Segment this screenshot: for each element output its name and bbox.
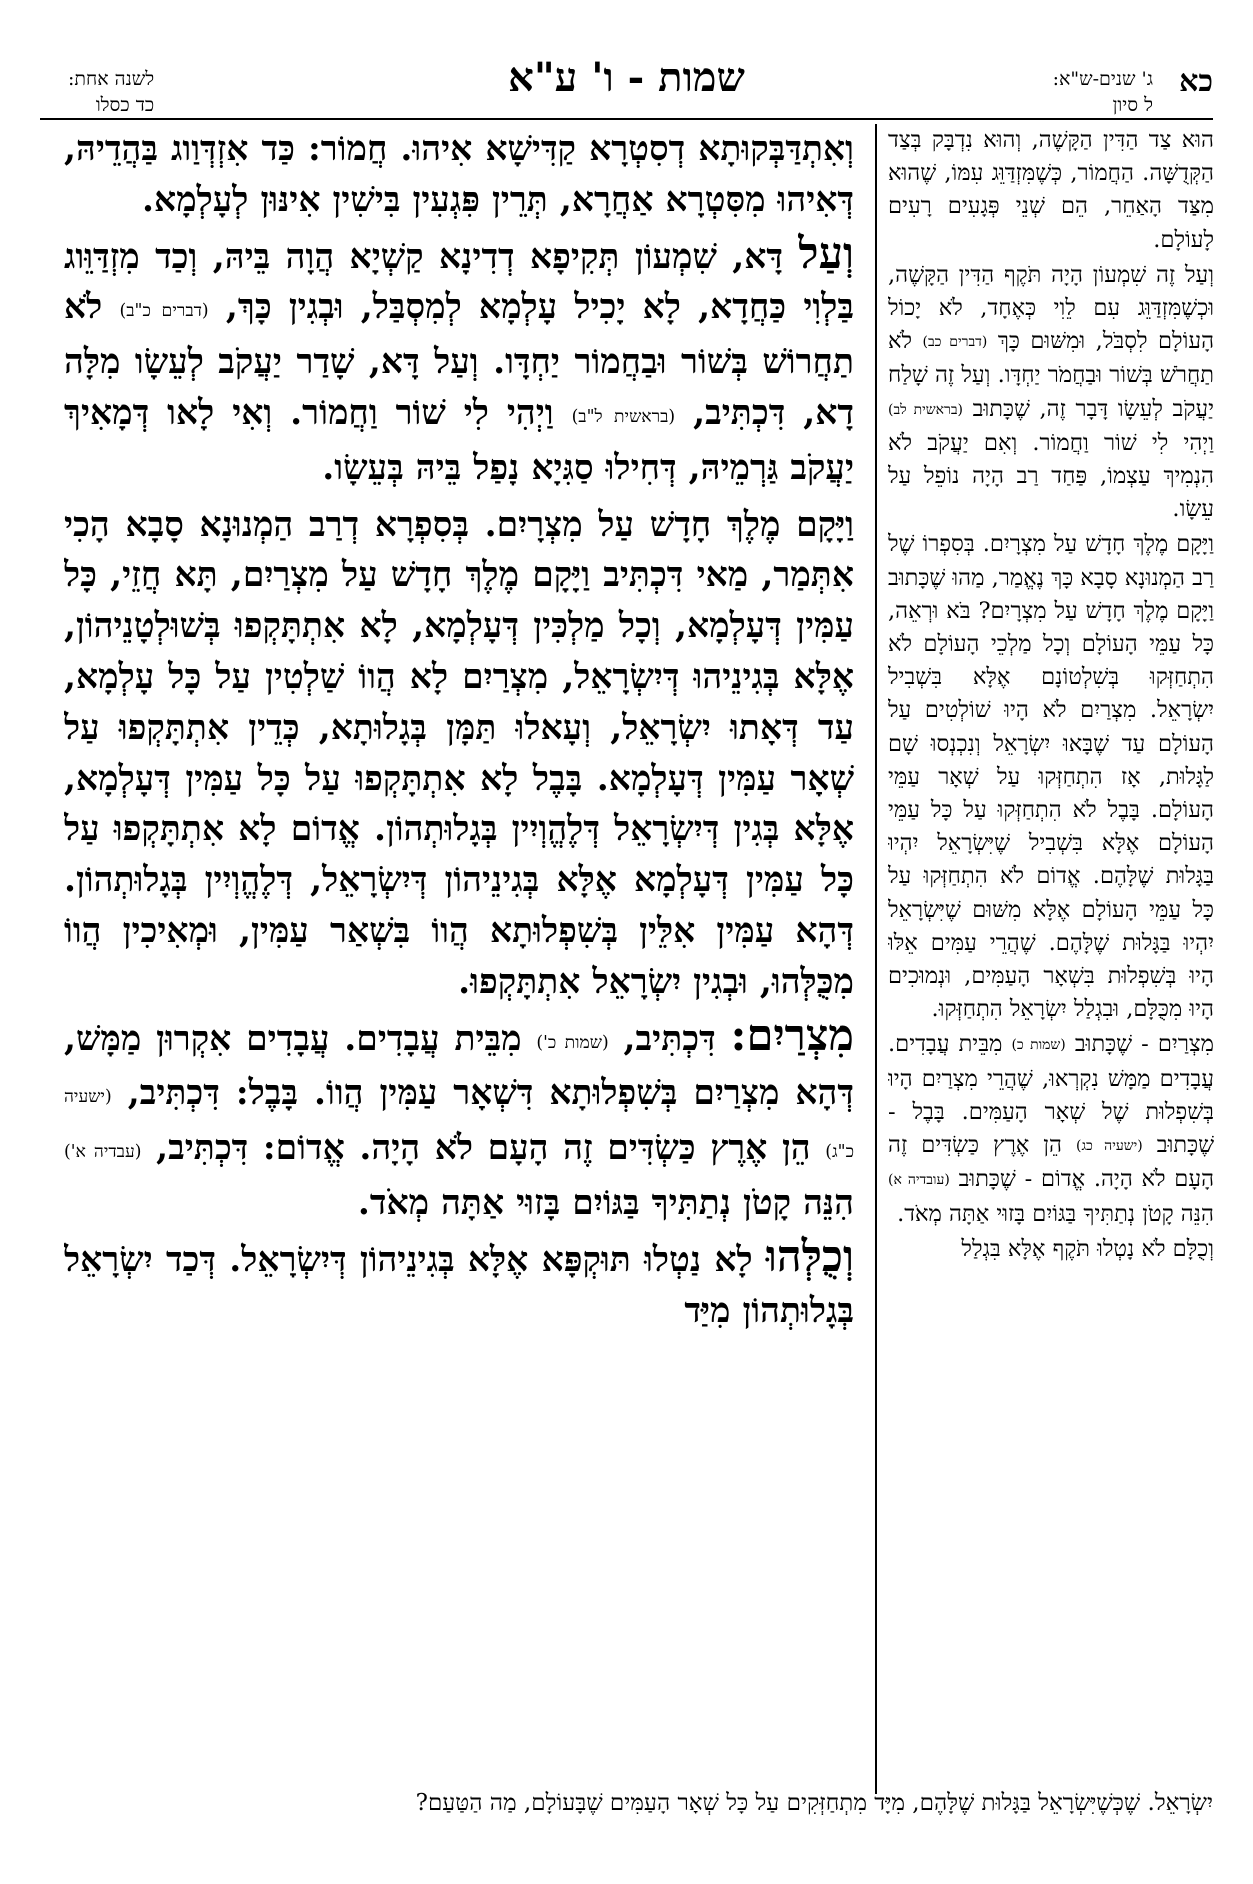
side-paragraph-1 xyxy=(888,124,1214,257)
side-paragraph-1-text: הוּא צַד הַדִּין הַקָּשֶׁה, וְהוּא נִדְבָּק בְּצַד הַקְּדֻשָּׁה. הַחֲמוֹר, כְּשֶׁמִּזְדַּוֵּג עִמּוֹ, שֶׁהוּא מִצַּד הָאַחֵר, הֵם שְׁנֵי פְּגָעִים רָעִים לָעוֹלָם. xyxy=(888,127,1214,253)
main-paragraph-3-text: וַיָּקָם מֶלֶךְ חָדָשׁ עַל מִצְרָיִם. בְּסִפְרָא דְרַב הַמְנוּנָא סָבָא הָכִי אִתְּמַר, מַאי דִּכְתִּיב וַיָּקָם מֶלֶךְ חָדָשׁ עַל מִצְרַיִם, תָּא חֲזֵי, כָּל עַמִּין דְּעָלְמָא, וְכָל מַלְכִּין דְּעָלְמָא, לָא אִתְתָּקְפוּ בְּשׁוּלְטָנֵיהוֹן, אֶלָּא בְּגִינֵיהוּ דְּיִשְׂרָאֵל, מִצְרַיִם לָא הֲווֹ שַׁלְטִין עַל כָּל עָלְמָא, עַד דְּאָתוּ יִשְׂרָאֵל, וְעָאלוּ תַּמָּן בְּגָלוּתָא, כְּדֵין אִתְתָּקְפוּ עַל שְׁאָר עַמִּין דְּעָלְמָא. בָּבֶל לָא אִתְתָּקְפוּ עַל כָּל עַמִּין דְּעָלְמָא, אֶלָּא בְּגִין דְּיִשְׂרָאֵל דְּלֶהֱוְיִין בְּגָלוּתְהוֹן. אֱדוֹם לָא אִתְתָּקְפוּ עַל כָּל עַמִּין דְּעָלְמָא אֶלָּא בְּגִינֵיהוֹן דְּיִשְׂרָאֵל, דְּלֶהֱוְיִין בְּגָלוּתְהוֹן. דְּהָא עַמִּין אִלֵּין בְּשִׁפְלוּתָא הֲווֹ בִּשְׁאַר עַמִּין, וּמְאִיכִין הֲווֹ מִכֻּלְּהוּ, וּבְגִין יִשְׂרָאֵל אִתְתָּקְפוּ. xyxy=(64,504,854,1002)
main-paragraph-2-ref-1: (דברים כ"ב) xyxy=(119,301,209,322)
page-number: כא xyxy=(1179,64,1213,99)
side-paragraph-4-text-b: מִבֵּית עֲבָדִים. עֲבָדִים מַמָּשׁ נִקְרְאוּ, שֶׁהֲרֵי מִצְרַיִם הָיוּ בְּשִׁפְלוּת שֶׁל שְׁאָר הָעַמִּים. בָּבֶל - שֶׁכָּתוּב xyxy=(888,1031,1214,1159)
main-paragraph-5 xyxy=(64,1231,854,1337)
main-paragraph-4 xyxy=(64,1010,854,1229)
main-paragraph-2 xyxy=(64,228,854,494)
side-paragraph-3-text: וַיָּקָם מֶלֶךְ חָדָשׁ עַל מִצְרָיִם. בְּסִפְרוֹ שֶׁל רַב הַמְנוּנָא סָבָא כָּךְ נֶאֱמַר, מַהוּ שֶׁכָּתוּב וַיָּקָם מֶלֶךְ חָדָשׁ עַל מִצְרָיִם? בֹּא וּרְאֵה, כָּל עַמֵּי הָעוֹלָם וְכָל מַלְכֵי הָעוֹלָם לֹא הִתְחַזְּקוּ בְּשִׁלְטוֹנָם אֶלָּא בִּשְׁבִיל יִשְׂרָאֵל. מִצְרַיִם לֹא הָיוּ שׁוֹלְטִים עַל הָעוֹלָם עַד שֶׁבָּאוּ יִשְׂרָאֵל וְנִכְנְסוּ שָׁם לַגָּלוּת, אָז הִתְחַזְּקוּ עַל שְׁאָר עַמֵּי הָעוֹלָם. בָּבֶל לֹא הִתְחַזְּקוּ עַל כָּל עַמֵּי הָעוֹלָם אֶלָּא בִּשְׁבִיל שֶׁיִּשְׂרָאֵל יִהְיוּ בַּגָּלוּת שֶׁלָּהֶם. אֱדוֹם לֹא הִתְחַזְּקוּ עַל כָּל עַמֵּי הָעוֹלָם אֶלָּא מִשּׁוּם שֶׁיִּשְׂרָאֵל יִהְיוּ בַּגָּלוּת שֶׁלָּהֶם. שֶׁהֲרֵי עַמִּים אֵלּוּ הָיוּ בְּשִׁפְלוּת בִּשְׁאָר הָעַמִּים, וּנְמוּכִים הָיוּ מִכֻּלָּם, וּבִגְלַל יִשְׂרָאֵל הִתְחַזְּקוּ. xyxy=(888,531,1214,1023)
side-paragraph-4-text-c: הֵן אֶרֶץ כַּשְׂדִּים זֶה הָעָם לֹא הָיָה. אֱדוֹם - שֶׁכָּתוּב xyxy=(888,1132,1214,1193)
main-paragraph-4-text-d: הִנֵּה קָטֹן נְתַתִּיךָ בַּגּוֹיִם בָּזוּי אַתָּה מְאֹד. xyxy=(357,1182,854,1223)
main-paragraph-1 xyxy=(64,124,854,226)
main-paragraph-4-text-a: דִּכְתִּיב, xyxy=(623,1018,731,1059)
footer-continuation-line: יִשְׂרָאֵל. שֶׁכְּשֶׁיִּשְׂרָאֵל בַּגָּלוּת שֶׁלָּהֶם, מִיָּד מִתְחַזְּקִים עַל כָּל שְׁאָר הָעַמִּים שֶׁבָּעוֹלָם, מַה הַטַּעַם? xyxy=(415,1790,1213,1816)
main-paragraph-2-text-a: דָּא, שִׁמְעוֹן תְּקִיפָא דְדִינָא קַשְׁיָא הֲוָה בֵּיהּ, וְכַד מִזְדַּוֵּוג בַּלְוִי כַּחֲדָא, לָא יָכִיל עָלְמָא לְמִסְבַּל, וּבְגִין כָּךְ, xyxy=(64,236,854,328)
side-paragraph-4-ref-3: (עובדיה א) xyxy=(888,1172,950,1189)
side-paragraph-2-text-c: וַיְהִי לִי שׁוֹר וַחֲמוֹר. וְאִם יַעֲקֹב לֹא הִנְמִיךְ עַצְמוֹ, פַּחַד רַב הָיָה נוֹפֵל עַל עֵשָׂו. xyxy=(888,429,1214,523)
side-paragraph-2-ref-1: (דברים כב) xyxy=(922,334,988,351)
main-paragraph-1-text: וְאִתְדַּבְּקוּתָא דְסִטְרָא קַדִּישָׁא אִיהוּ. חֲמוֹר: כַּד אִזְדְּוַוג בַּהֲדֵיהּ, דְּאִיהוּ מִסִּטְרָא אַחֲרָא, תְּרֵין פִּגְעִין בִּישִׁין אִינּוּן לְעָלְמָא. xyxy=(64,129,854,220)
side-paragraph-4-ref-2: (ישעיה כג) xyxy=(1076,1138,1143,1155)
side-paragraph-2-text-a: וְעַל זֶה שִׁמְעוֹן הָיָה תֹּקֶף הַדִּין הַקָּשֶׁה, וּכְשֶׁמִּזְדַּוֵּג עִם לֵוִי כְּאֶחָד, לֹא יָכוֹל הָעוֹלָם לִסְבֹּל, וּמִשּׁוּם כָּךְ xyxy=(888,261,1214,355)
side-paragraph-4-ref-1: (שמות כ) xyxy=(1011,1037,1066,1054)
header-right-line1: ג' שנים-ש"א: xyxy=(1052,68,1153,90)
main-paragraph-4-ref-1: (שמות כ') xyxy=(536,1032,609,1053)
main-paragraph-2-opening: וְעַל xyxy=(798,228,854,279)
main-paragraph-5-opening: וְכֻלְּהוּ xyxy=(765,1231,854,1282)
main-paragraph-2-text-b: לֹא תַחֲרוֹשׁ בְּשׁוֹר וּבַחֲמוֹר יַחְדָּו. וְעַל דָּא, שָׁדַר יַעֲקֹב לְעֵשָׂו מִלָּה דָא, דִּכְתִּיב, xyxy=(64,287,854,433)
main-paragraph-2-ref-2: (בראשית ל"ב) xyxy=(571,406,676,427)
side-paragraph-2-ref-2: (בראשית לב) xyxy=(888,401,963,418)
main-paragraph-4-ref-2: (ישעיה כ"ג) xyxy=(64,1087,854,1163)
main-paragraph-4-opening: מִצְרַיִם: xyxy=(730,1010,854,1061)
main-paragraph-4-text-c: הֵן אֶרֶץ כַּשְׂדִּים זֶה הָעָם לֹא הָיָה. אֱדוֹם: דִּכְתִּיב, xyxy=(156,1128,826,1169)
main-text-column xyxy=(64,124,854,1784)
header-left-schedule xyxy=(68,66,154,118)
translation-column xyxy=(888,124,1214,1784)
column-divider xyxy=(875,124,877,1794)
main-paragraph-2-text-c: וַיְהִי לִי שׁוֹר וַחֲמוֹר. וְאִי לָאו דְּמָאִיךְ יַעֲקֹב גַּרְמֵיהּ, דְּחִילוּ סַגִּיָא נָפַל בֵּיהּ בְּעֵשָׂו. xyxy=(64,392,854,488)
header-left-line1: לשנה אחת: xyxy=(68,68,155,90)
header-left-line2: כד כסלו xyxy=(95,94,155,116)
side-paragraph-4-text-d: הִנֵּה קָטֹן נְתַתִּיךָ בַּגּוֹיִם בָּזוּי אַתָּה מְאֹד. xyxy=(897,1200,1214,1227)
page-title: שמות - ו' ע"א xyxy=(508,54,745,101)
side-paragraph-2 xyxy=(888,259,1214,527)
main-paragraph-4-text-b: מִבֵּית עֲבָדִים. עֲבָדִים אִקְרוּן מַמָּשׁ, דְּהָא מִצְרַיִם בְּשִׁפְלוּתָא דִּשְׁאָר עַמִּין הֲווֹ. בָּבֶל: דִּכְתִּיב, xyxy=(64,1018,854,1114)
header-right-line2: ל סיון xyxy=(1112,94,1153,116)
side-paragraph-2-text-b: לֹא תַחֲרֹשׁ בְּשׁוֹר וּבַחֲמֹר יַחְדָּו. וְעַל זֶה שָׁלַח יַעֲקֹב לְעֵשָׂו דָּבָר זֶה, שֶׁכָּתוּב xyxy=(888,328,1214,422)
side-paragraph-4-text-a: מִצְרַיִם - שֶׁכָּתוּב xyxy=(1074,1031,1214,1058)
main-paragraph-3 xyxy=(64,500,854,1008)
side-paragraph-5-text: וְכֻלָּם לֹא נָטְלוּ תֹּקֶף אֶלָּא בִּגְלַל xyxy=(961,1235,1214,1262)
header-rule xyxy=(40,118,1213,120)
side-paragraph-3 xyxy=(888,528,1214,1026)
side-paragraph-4 xyxy=(888,1028,1214,1230)
main-paragraph-4-ref-3: (עבדיה א') xyxy=(64,1142,142,1163)
main-paragraph-5-text-a: לָא נַטְלוּ תּוּקְפָּא אֶלָּא בְּגִינֵיהוֹן דְּיִשְׂרָאֵל. דְּכַד יִשְׂרָאֵל בְּגָלוּתְהוֹן מִיַּד xyxy=(64,1239,854,1331)
side-paragraph-5 xyxy=(888,1233,1214,1266)
